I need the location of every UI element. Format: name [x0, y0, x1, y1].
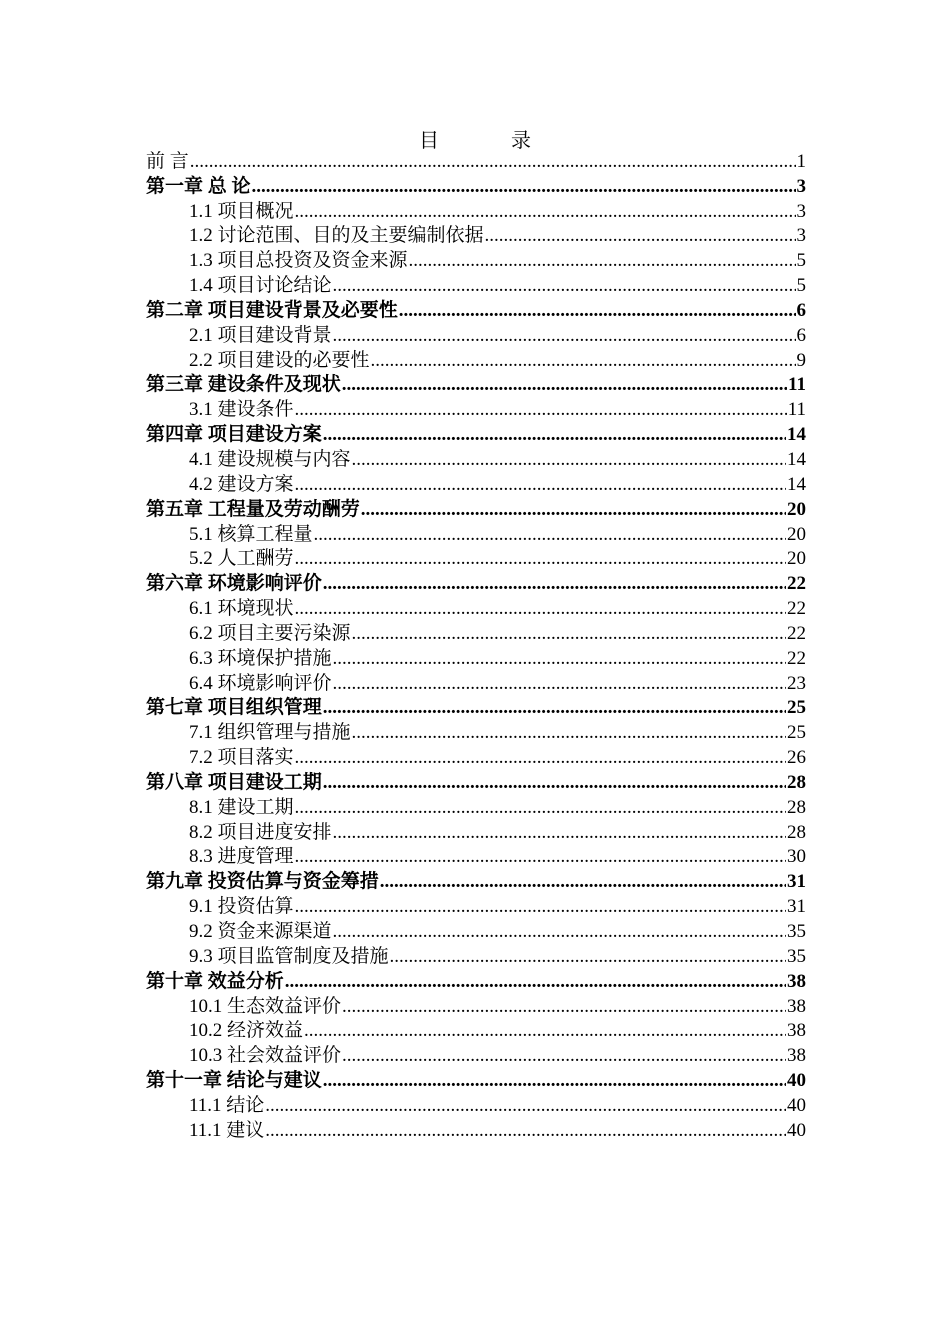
dot-leader — [295, 845, 786, 869]
toc-entry-label: 第四章 项目建设方案 — [146, 424, 322, 446]
dot-leader — [390, 945, 786, 969]
toc-chapter-entry[interactable] — [146, 422, 806, 447]
toc-section-entry[interactable] — [146, 547, 806, 572]
toc-page-number: 3 — [796, 225, 806, 247]
toc-page-number: 28 — [787, 821, 806, 843]
dot-leader — [252, 175, 796, 199]
toc-chapter-entry[interactable] — [146, 298, 806, 323]
toc-page-number: 28 — [787, 796, 806, 818]
toc-page-number: 6 — [796, 299, 806, 321]
toc-entry[interactable] — [146, 149, 806, 174]
toc-entry-label: 1.1 项目概况 — [189, 200, 294, 222]
toc-page-number: 3 — [796, 200, 806, 222]
toc-page-number: 38 — [787, 1045, 806, 1067]
toc-entry-label: 第十一章 结论与建议 — [146, 1070, 322, 1092]
toc-section-entry[interactable] — [146, 1093, 806, 1118]
toc-entry-label: 4.2 建设方案 — [189, 473, 294, 495]
toc-page-number: 22 — [787, 647, 806, 669]
toc-entry-label: 5.2 人工酬劳 — [189, 548, 294, 570]
dot-leader — [295, 398, 787, 422]
toc-page-number: 5 — [796, 250, 806, 272]
toc-section-entry[interactable] — [146, 621, 806, 646]
toc-section-entry[interactable] — [146, 845, 806, 870]
toc-page-number: 20 — [787, 523, 806, 545]
toc-page-number: 14 — [787, 424, 806, 446]
toc-chapter-entry[interactable] — [146, 497, 806, 522]
toc-chapter-entry[interactable] — [146, 869, 806, 894]
dot-leader — [323, 423, 786, 447]
dot-leader — [399, 299, 796, 323]
dot-leader — [380, 870, 786, 894]
toc-section-entry[interactable] — [146, 944, 806, 969]
toc-page-number: 25 — [787, 722, 806, 744]
toc-section-entry[interactable] — [146, 1118, 806, 1143]
toc-page-number: 20 — [787, 498, 806, 520]
toc-page-number: 28 — [787, 771, 806, 793]
dot-leader — [333, 672, 786, 696]
toc-section-entry[interactable] — [146, 646, 806, 671]
toc-section-entry[interactable] — [146, 273, 806, 298]
toc-page-number: 14 — [787, 448, 806, 470]
toc-entry-label: 第七章 项目组织管理 — [146, 697, 322, 719]
toc-entry-label: 第五章 工程量及劳动酬劳 — [146, 498, 360, 520]
toc-page-number: 14 — [787, 473, 806, 495]
toc-chapter-entry[interactable] — [146, 174, 806, 199]
toc-section-entry[interactable] — [146, 248, 806, 273]
toc-entry-label: 4.1 建设规模与内容 — [189, 448, 351, 470]
toc-page-number: 31 — [787, 896, 806, 918]
toc-page-number: 22 — [787, 573, 806, 595]
toc-section-entry[interactable] — [146, 894, 806, 919]
dot-leader — [295, 895, 786, 919]
dot-leader — [323, 696, 786, 720]
toc-page-number: 11 — [788, 374, 806, 396]
toc-entry-label: 第十章 效益分析 — [146, 970, 284, 992]
toc-page-number: 9 — [796, 349, 806, 371]
toc-page-number: 3 — [796, 175, 806, 197]
toc-entry-label: 第二章 项目建设背景及必要性 — [146, 299, 398, 321]
toc-page-number: 22 — [787, 622, 806, 644]
toc-page-number: 22 — [787, 598, 806, 620]
toc-entry-label: 6.3 环境保护措施 — [189, 647, 332, 669]
toc-entry-label: 6.4 环境影响评价 — [189, 672, 332, 694]
toc-page-number: 40 — [787, 1094, 806, 1116]
toc-page-number: 40 — [787, 1070, 806, 1092]
dot-leader — [295, 547, 786, 571]
toc-entry-label: 10.2 经济效益 — [189, 1020, 304, 1042]
toc-entry-label: 5.1 核算工程量 — [189, 523, 313, 545]
toc-entry-label: 第六章 环境影响评价 — [146, 573, 322, 595]
dot-leader — [265, 1094, 786, 1118]
toc-page-number: 26 — [787, 747, 806, 769]
dot-leader — [314, 523, 786, 547]
toc-entry-label: 7.1 组织管理与措施 — [189, 722, 351, 744]
toc-entry-label: 11.1 建议 — [189, 1119, 265, 1141]
dot-leader — [371, 349, 796, 373]
toc-entry-label: 第三章 建设条件及现状 — [146, 374, 341, 396]
dot-leader — [333, 324, 796, 348]
toc-entry-label: 3.1 建设条件 — [189, 399, 294, 421]
toc-entry-label: 第一章 总 论 — [146, 175, 251, 197]
dot-leader — [190, 150, 796, 174]
dot-leader — [342, 1044, 786, 1068]
toc-entry-label: 6.2 项目主要污染源 — [189, 622, 351, 644]
toc-entry-label: 9.1 投资估算 — [189, 896, 294, 918]
dot-leader — [285, 970, 786, 994]
toc-page-number: 25 — [787, 697, 806, 719]
toc-section-entry[interactable] — [146, 671, 806, 696]
toc-section-entry[interactable] — [146, 323, 806, 348]
dot-leader — [485, 224, 796, 248]
dot-leader — [333, 821, 786, 845]
dot-leader — [295, 473, 786, 497]
toc-entry-label: 10.1 生态效益评价 — [189, 995, 342, 1017]
dot-leader — [352, 721, 786, 745]
dot-leader — [409, 249, 796, 273]
toc-section-entry[interactable] — [146, 820, 806, 845]
toc-section-entry[interactable] — [146, 745, 806, 770]
dot-leader — [333, 274, 796, 298]
dot-leader — [352, 622, 786, 646]
toc-page-number: 38 — [787, 1020, 806, 1042]
dot-leader — [304, 1019, 786, 1043]
toc-entry-label: 8.1 建设工期 — [189, 796, 294, 818]
toc-page-number: 11 — [787, 399, 806, 421]
toc-entry-label: 第九章 投资估算与资金筹措 — [146, 871, 379, 893]
toc-section-entry[interactable] — [146, 224, 806, 249]
toc-entry-label: 1.4 项目讨论结论 — [189, 275, 332, 297]
toc-page-number: 35 — [787, 945, 806, 967]
toc-page-number: 35 — [787, 921, 806, 942]
dot-leader — [333, 920, 786, 944]
toc-section-entry[interactable] — [146, 472, 806, 497]
toc-page-number: 30 — [787, 846, 806, 868]
toc-entry-label: 11.1 结论 — [189, 1094, 265, 1116]
dot-leader — [352, 448, 786, 472]
toc-section-entry[interactable] — [146, 348, 806, 373]
toc-section-entry[interactable] — [146, 199, 806, 224]
toc-page-number: 31 — [787, 871, 806, 893]
toc-entry-label: 第八章 项目建设工期 — [146, 771, 322, 793]
dot-leader — [323, 572, 786, 596]
toc-section-entry[interactable] — [146, 397, 806, 422]
toc-entry-label: 7.2 项目落实 — [189, 747, 294, 769]
toc-entry-label: 前 言 — [146, 150, 189, 172]
toc-entry-label: 8.3 进度管理 — [189, 846, 294, 868]
dot-leader — [265, 1119, 786, 1143]
table-of-contents — [146, 149, 806, 1143]
toc-chapter-entry[interactable] — [146, 696, 806, 721]
toc-section-entry[interactable] — [146, 795, 806, 820]
toc-entry-label: 1.2 讨论范围、目的及主要编制依据 — [189, 225, 484, 247]
toc-page-number: 38 — [787, 995, 806, 1017]
dot-leader — [295, 796, 786, 820]
dot-leader — [295, 200, 796, 224]
dot-leader — [333, 647, 786, 671]
toc-title: 目 录 — [419, 130, 557, 152]
toc-entry-label: 6.1 环境现状 — [189, 598, 294, 620]
dot-leader — [323, 771, 786, 795]
toc-entry-label: 2.1 项目建设背景 — [189, 324, 332, 346]
dot-leader — [342, 995, 786, 1019]
toc-entry-label: 10.3 社会效益评价 — [189, 1045, 342, 1067]
toc-page-number: 40 — [787, 1119, 806, 1141]
toc-entry-label: 9.3 项目监管制度及措施 — [189, 945, 389, 967]
toc-section-entry[interactable] — [146, 522, 806, 547]
dot-leader — [342, 373, 787, 397]
toc-section-entry[interactable] — [146, 720, 806, 745]
toc-chapter-entry[interactable] — [146, 1068, 806, 1093]
toc-entry-label: 2.2 项目建设的必要性 — [189, 349, 370, 371]
toc-page-number: 5 — [796, 275, 806, 297]
toc-section-entry[interactable] — [146, 1043, 806, 1068]
toc-section-entry[interactable] — [146, 447, 806, 472]
toc-section-entry[interactable] — [146, 1019, 806, 1044]
toc-page-number: 1 — [796, 150, 806, 172]
toc-entry-label: 1.3 项目总投资及资金来源 — [189, 250, 408, 272]
dot-leader — [295, 746, 786, 770]
toc-section-entry[interactable] — [146, 919, 806, 944]
toc-chapter-entry[interactable] — [146, 969, 806, 994]
toc-chapter-entry[interactable] — [146, 571, 806, 596]
toc-chapter-entry[interactable] — [146, 373, 806, 398]
dot-leader — [295, 597, 786, 621]
dot-leader — [361, 498, 786, 522]
dot-leader — [323, 1069, 786, 1093]
toc-page-number: 6 — [796, 324, 806, 346]
toc-entry-label: 8.2 项目进度安排 — [189, 821, 332, 843]
toc-page-number: 38 — [787, 970, 806, 992]
toc-entry-label: 9.2 资金来源渠道 — [189, 921, 332, 942]
toc-chapter-entry[interactable] — [146, 770, 806, 795]
toc-page-number: 23 — [787, 672, 806, 694]
toc-page-number: 20 — [787, 548, 806, 570]
toc-section-entry[interactable] — [146, 994, 806, 1019]
toc-section-entry[interactable] — [146, 596, 806, 621]
